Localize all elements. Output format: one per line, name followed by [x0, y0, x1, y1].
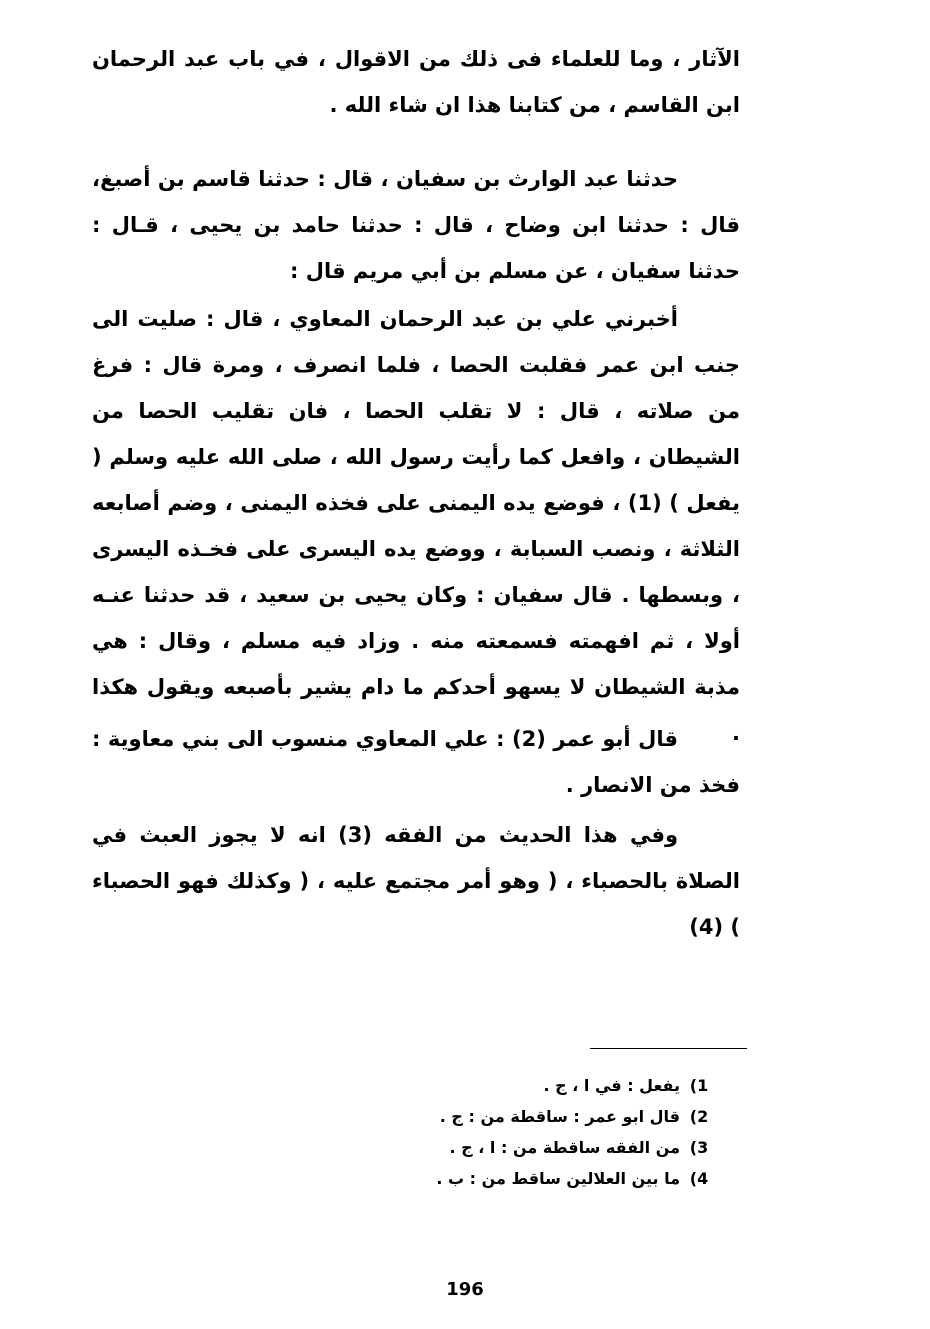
- footnote-number: 2): [689, 1107, 709, 1126]
- paragraph-1: [92, 36, 740, 128]
- paragraph-2-text: حدثنا عبد الوارث بن سفيان ، قال : حدثنا قاسم بن أصبغ، قال : حدثنا ابن وضاح ، قال : حدثنا حامد بن يحيى ، قـال : حدثنا سفيان ، عن مسلم بن أبي مريم قال :: [92, 167, 740, 283]
- footnote-number: 4): [689, 1169, 709, 1188]
- paragraph-3-text: أخبرني علي بن عبد الرحمان المعاوي ، قال : صليت الى جنب ابن عمر فقلبت الحصا ، فلما انصرف ، ومرة قال : فرغ من صلاته ، قال : لا تقلب الحصا ، فان تقليب الحصا من الشيطان ، وافعل كما رأيت رسول الله ، صلى الله عليه وسلم ( يفعل ) (1) ، فوضع يده اليمنى على فخذه اليمنى ، وضم أصابعه الثلاثة ، ونصب السبابة ، ووضع يده اليسرى على فخـذه اليسرى ، وبسطها . قال سفيان : وكان يحيى بن سعيد ، قد حدثنا عنـه أولا ، ثم افهمته فسمعته منه . وزاد فيه مسلم ، وقال : هي مذبة الشيطان لا يسهو أحدكم ما دام يشير بأصبعه ويقول هكذا .: [92, 307, 740, 745]
- paragraph-4-text: قال أبو عمر (2) : علي المعاوي منسوب الى بني معاوية : فخذ من الانصار .: [92, 727, 740, 797]
- footnote-number: 1): [689, 1076, 709, 1095]
- page-number: 196: [446, 1279, 484, 1300]
- footnote-text: ما بين العلالين ساقط من : ب .: [436, 1169, 680, 1188]
- footnote-2: [330, 1101, 710, 1132]
- paragraph-5-text: وفي هذا الحديث من الفقه (3) انه لا يجوز العبث في الصلاة بالحصباء ، ( وهو أمر مجتمع عليه ، ( وكذلك فهو الحصباء ) (4): [92, 823, 740, 939]
- paragraph-2: [92, 156, 740, 294]
- footnotes: [330, 1070, 710, 1194]
- footnote-text: يفعل : في ا ، ج .: [543, 1076, 680, 1095]
- footnote-1: [330, 1070, 710, 1101]
- paragraph-5: [92, 812, 740, 950]
- footnote-text: قال ابو عمر : ساقطة من : ج .: [439, 1107, 680, 1126]
- paragraph-1-text: الآثار ، وما للعلماء فى ذلك من الاقوال ، في باب عبد الرحمان ابن القاسم ، من كتابنا هذا ان شاء الله .: [92, 47, 740, 117]
- footnote-separator-line: [590, 1048, 747, 1049]
- footnote-text: من الفقه ساقطة من : ا ، ج .: [449, 1138, 680, 1157]
- footnote-3: [330, 1132, 710, 1163]
- paragraph-4: [92, 716, 740, 808]
- footnote-number: 3): [689, 1138, 709, 1157]
- paragraph-3: [92, 296, 740, 756]
- footnote-4: [330, 1163, 710, 1194]
